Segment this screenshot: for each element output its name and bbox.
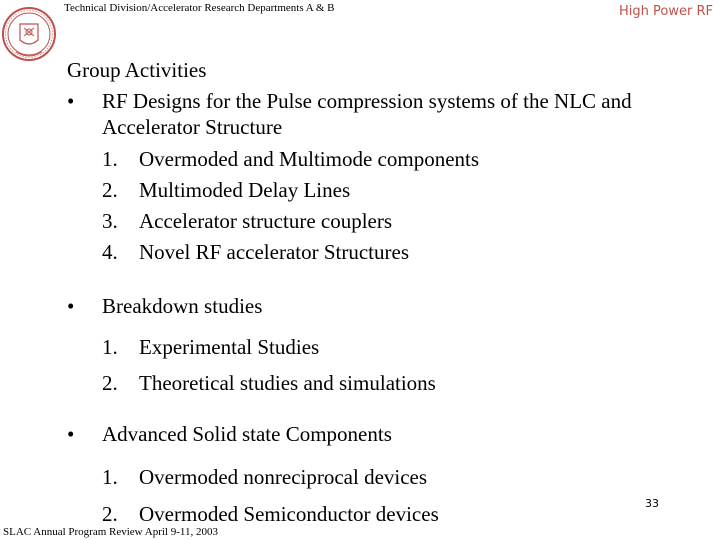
- list-item-text: Overmoded Semiconductor devices: [139, 502, 439, 526]
- numbered-list: [102, 144, 717, 268]
- list-item: [102, 144, 717, 175]
- slide-content: [67, 57, 717, 533]
- list-item-number: 4.: [102, 240, 118, 264]
- bullet-text: Breakdown studies: [102, 294, 263, 318]
- list-item-text: Overmoded nonreciprocal devices: [139, 465, 428, 489]
- slide-heading: Group Activities: [67, 58, 207, 82]
- header-department-text: Technical Division/Accelerator Research Departments A & B: [64, 2, 335, 14]
- list-item-number: 1.: [102, 147, 118, 171]
- list-item-number: 3.: [102, 209, 118, 233]
- list-item-text: Overmoded and Multimode components: [139, 147, 480, 171]
- list-item-text: Accelerator structure couplers: [139, 209, 393, 233]
- list-item-number: 1.: [102, 335, 118, 359]
- bullet-dot-icon: •: [67, 294, 75, 318]
- list-item-text: Novel RF accelerator Structures: [139, 240, 409, 264]
- list-item: [102, 206, 717, 237]
- list-item-number: 2.: [102, 502, 118, 526]
- bullet-breakdown-studies: [67, 293, 717, 401]
- numbered-list: [102, 459, 717, 533]
- bullet-solid-state-components: [67, 421, 717, 533]
- footer-text: SLAC Annual Program Review April 9-11, 2003: [3, 526, 218, 538]
- list-item-number: 1.: [102, 465, 118, 489]
- list-item-number: 2.: [102, 178, 118, 202]
- list-item-text: Theoretical studies and simulations: [139, 371, 436, 395]
- bullet-dot-icon: •: [67, 422, 75, 446]
- header-section-title: High Power RF: [619, 4, 713, 19]
- numbered-list: [102, 329, 717, 401]
- list-item: [102, 329, 717, 365]
- list-item: [102, 175, 717, 206]
- list-item: [102, 459, 717, 496]
- list-item: [102, 237, 717, 268]
- page-number: 33: [645, 497, 659, 510]
- bullet-rf-designs: [67, 88, 717, 268]
- bullet-dot-icon: •: [67, 89, 75, 113]
- bullet-text: RF Designs for the Pulse compression systems of the NLC and Accelerator Structure: [102, 89, 632, 139]
- list-item-text: Experimental Studies: [139, 335, 320, 359]
- bullet-text: Advanced Solid state Components: [102, 422, 392, 446]
- list-item-text: Multimoded Delay Lines: [139, 178, 351, 202]
- university-seal-icon: [0, 0, 58, 74]
- list-item-number: 2.: [102, 371, 118, 395]
- list-item: [102, 365, 717, 401]
